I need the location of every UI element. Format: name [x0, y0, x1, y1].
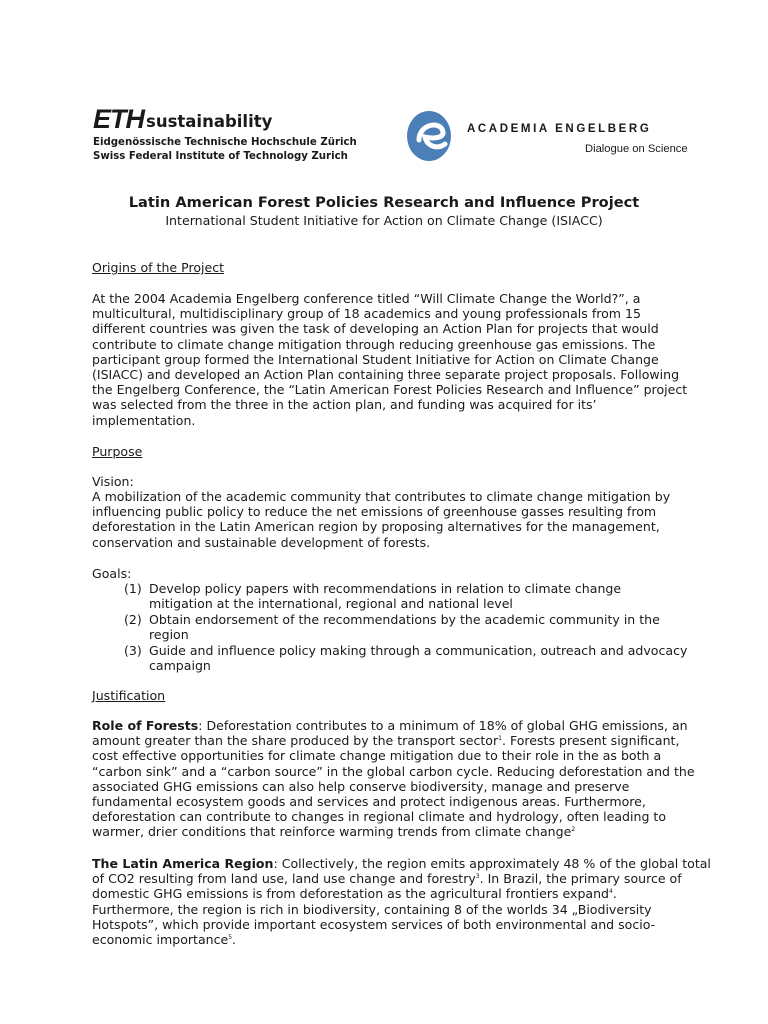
role-of-forests-paragraph — [92, 718, 695, 840]
paragraph-line: participant group formed the International Student Initiative for Action on Climate Change — [92, 351, 659, 367]
paragraph-line: Hotspots”, which provide important ecosystem services of both environmental and socio- — [92, 916, 656, 932]
eth-name-english: Swiss Federal Institute of Technology Zurich — [93, 150, 348, 162]
goal-text: Develop policy papers with recommendations in relation to climate change — [149, 581, 622, 596]
paragraph-line: (ISIACC) and developed an Action Plan containing three separate project proposals. Following — [92, 367, 680, 383]
latin-america-region-paragraph — [92, 856, 711, 948]
document-title: Latin American Forest Policies Research and Influence Project — [128, 194, 640, 211]
paragraph-line: contribute to climate change mitigation through reducing greenhouse gas emissions. The — [92, 336, 656, 352]
eth-logo — [93, 106, 357, 163]
eth-name-german: Eidgenössische Technische Hochschule Zürich — [93, 137, 357, 148]
goal-text: campaign — [149, 658, 211, 674]
eth-sustainability-word: sustainability — [146, 112, 273, 131]
paragraph-line: fundamental ecosystem goods and services and protect indigenous areas. Furthermore, — [92, 794, 646, 810]
origins-paragraph — [92, 291, 692, 428]
paragraph-text: . Forests present significant, — [501, 733, 680, 749]
paragraph-line: influencing public policy to reduce the net emissions of greenhouse gasses resulting from — [92, 504, 657, 520]
paragraph-line: conservation and sustainable development of forests. — [92, 534, 431, 550]
paragraph-text: domestic GHG emissions is from deforestation as the agricultural frontiers expand — [92, 886, 610, 902]
paragraph-text: : Deforestation contributes to a minimum of 18% of global GHG emissions, an — [198, 718, 688, 733]
paragraph-line: implementation. — [92, 412, 196, 428]
goal-number: (1) — [124, 581, 142, 596]
vision-paragraph — [92, 489, 692, 550]
goals-label: Goals: — [92, 566, 132, 581]
purpose-heading: Purpose — [92, 444, 143, 459]
academia-engelberg-logo — [405, 106, 688, 168]
paragraph-text: amount greater than the share produced by the transport sector — [92, 733, 499, 749]
paragraph-line: associated GHG emissions can also help conserve biodiversity, manage and preserve — [92, 778, 630, 794]
goal-text: region — [149, 627, 189, 643]
origins-heading: Origins of the Project — [92, 260, 225, 275]
paragraph-text: warmer, drier conditions that reinforce warming trends from climate change — [92, 824, 572, 840]
footnote-ref: 3 — [475, 873, 480, 881]
paragraph-line: At the 2004 Academia Engelberg conference titled “Will Climate Change the World?”, a — [92, 291, 641, 306]
paragraph-line: “carbon sink” and a “carbon source” in the global carbon cycle. Reducing deforestation and the — [92, 763, 695, 779]
justification-heading: Justification — [92, 688, 166, 703]
footnote-ref: 5 — [228, 933, 233, 941]
footnote-ref: 4 — [609, 888, 613, 896]
goal-text: mitigation at the international, regional and national level — [149, 596, 513, 612]
role-of-forests-label: Role of Forests — [92, 718, 199, 733]
eth-wordmark: ETH — [93, 104, 144, 134]
paragraph-line: multicultural, multidisciplinary group of 18 academics and young professionals from 15 — [92, 306, 641, 322]
vision-label: Vision: — [92, 474, 134, 489]
paragraph-line: Furthermore, the region is rich in biodiversity, containing 8 of the worlds 34 „Biodiversity — [92, 901, 652, 917]
paragraph-text: of CO2 resulting from land use, land use change and forestry — [92, 871, 476, 887]
goal-number: (2) — [124, 612, 142, 627]
paragraph-text: : Collectively, the region emits approximately 48 % of the global total — [273, 856, 711, 871]
academia-engelberg-emblem-icon — [405, 106, 461, 162]
paragraph-line: different countries was given the task of developing an Action Plan for projects that would — [92, 321, 659, 337]
paragraph-text: economic importance — [92, 932, 229, 948]
paragraph-line: deforestation can contribute to changes in regional climate and hydrology, often leading to — [92, 809, 666, 825]
goal-text: Obtain endorsement of the recommendations by the academic community in the — [149, 612, 660, 627]
academia-engelberg-tagline: Dialogue on Science — [585, 143, 688, 155]
academia-engelberg-name: ACADEMIA ENGELBERG — [467, 123, 652, 135]
paragraph-text: . — [612, 886, 617, 902]
goal-number: (3) — [124, 643, 142, 658]
paragraph-line: deforestation in the Latin American region by proposing alternatives for the management, — [92, 519, 660, 535]
paragraph-text: . In Brazil, the primary source of — [479, 871, 682, 887]
footnote-ref: 2 — [571, 826, 576, 834]
paragraph-text: . — [232, 932, 237, 948]
goal-text: Guide and influence policy making through a communication, outreach and advocacy — [149, 643, 688, 658]
footnote-ref: 1 — [498, 735, 502, 743]
document-subtitle: International Student Initiative for Action on Climate Change (ISIACC) — [165, 213, 603, 228]
paragraph-line: cost effective opportunities for climate change mitigation due to their role in the as both a — [92, 748, 662, 764]
latin-america-region-label: The Latin America Region — [92, 856, 274, 871]
paragraph-line: was selected from the three in the action plan, and funding was acquired for its’ — [92, 397, 597, 413]
paragraph-line: A mobilization of the academic community that contributes to climate change mitigation by — [92, 489, 671, 504]
paragraph-line: the Engelberg Conference, the “Latin American Forest Policies Research and Influence” project — [92, 382, 688, 398]
